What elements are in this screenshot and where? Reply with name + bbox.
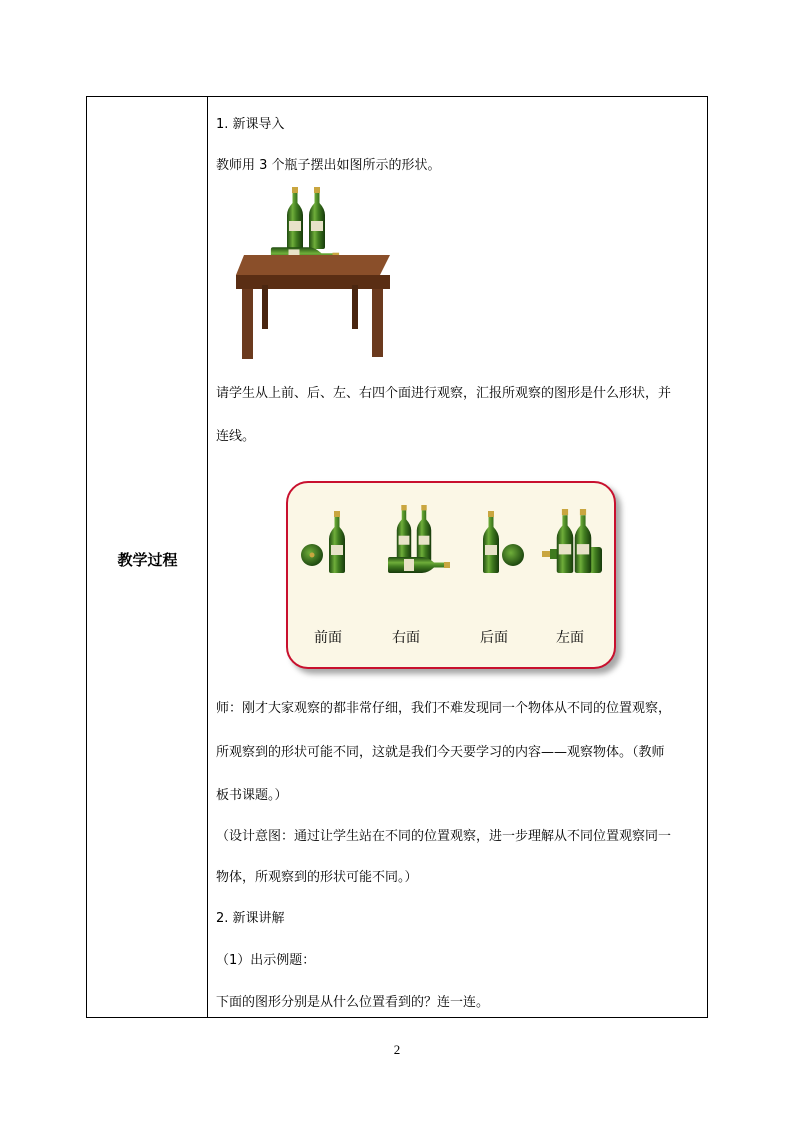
section-label: 教学过程 xyxy=(117,551,178,569)
left-column xyxy=(87,97,208,1017)
front-view-figure xyxy=(300,509,350,575)
text-line: 下面的图形分别是从什么位置看到的？连一连。 xyxy=(216,995,490,1010)
text-line: 所观察到的形状可能不同，这就是我们今天要学习的内容——观察物体。（教师 xyxy=(216,745,665,760)
text-line: 教师用 3 个瓶子摆出如图所示的形状。 xyxy=(216,158,441,173)
right-view-figure xyxy=(386,505,452,577)
text-line: 连线。 xyxy=(216,429,256,444)
view-label-right: 右面 xyxy=(392,630,420,646)
left-view-figure xyxy=(540,507,606,577)
text-line: 请学生从上前、后、左、右四个面进行观察，汇报所观察的图形是什么形状，并 xyxy=(216,386,672,401)
text-line: （设计意图：通过让学生站在不同的位置观察，进一步理解从不同位置观察同一 xyxy=(216,829,672,844)
lesson-table xyxy=(86,96,708,1018)
heading-new-lesson-explanation: 2. 新课讲解 xyxy=(216,911,285,926)
back-view-figure xyxy=(478,509,528,575)
heading-new-lesson-intro: 1. 新课导入 xyxy=(216,117,285,132)
view-label-left: 左面 xyxy=(556,630,584,646)
text-line: 师：刚才大家观察的都非常仔细，我们不难发现同一个物体从不同的位置观察， xyxy=(216,701,672,716)
text-line: 物体，所观察到的形状可能不同。） xyxy=(216,870,418,885)
page-number: 2 xyxy=(393,1042,401,1057)
view-label-front: 前面 xyxy=(314,630,342,646)
text-line: 板书课题。） xyxy=(216,788,288,803)
views-panel xyxy=(286,481,616,669)
bottles-on-table-illustration xyxy=(232,185,392,361)
text-line: （1）出示例题： xyxy=(216,953,316,968)
right-column xyxy=(208,97,707,1017)
view-label-back: 后面 xyxy=(480,630,508,646)
